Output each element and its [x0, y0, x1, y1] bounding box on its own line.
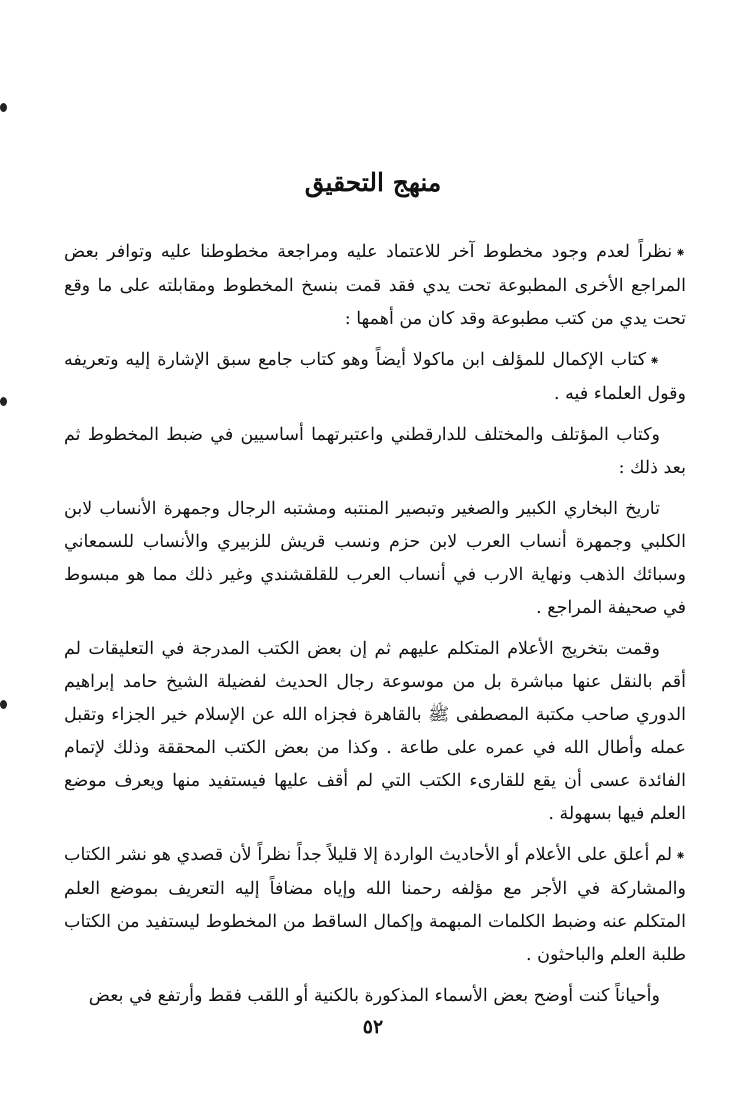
- paragraph: [64, 344, 686, 411]
- paragraph-text: نظراً لعدم وجود مخطوط آخر للاعتماد عليه ومراجعة مخطوطنا عليه وتوافر بعض المراجع الأخرى المطبوعة تحت يدي فقد قمت بنسخ المخطوط ومقابلته على ما وقع تحت يدي من كتب مطبوعة وقد كان من أهمها :: [64, 242, 686, 329]
- bullet-mark: ⁕: [649, 354, 660, 369]
- paragraph-text: وكتاب المؤتلف والمختلف للدارقطني واعتبرتهما أساسيين في ضبط المخطوط ثم بعد ذلك :: [64, 425, 686, 478]
- scan-edge-mark: [0, 397, 7, 406]
- bullet-mark: ⁕: [675, 849, 686, 864]
- paragraph-text: وقمت بتخريج الأعلام المتكلم عليهم ثم إن بعض الكتب المدرجة في التعليقات لم أقم بالنقل عنها مباشرة بل من موسوعة رجال الحديث لفضيلة الشيخ حامد إبراهيم الدوري صاحب مكتبة المصطفى ﷺ بالقاهرة فجزاه الله عن الإسلام خير الجزاء وتقبل عمله وأطال الله في عمره على طاعة . وكذا من بعض الكتب المحققة وذلك لإتمام الفائدة عسى أن يقع للقارىء الكتب التي لم أقف عليها فيستفيد منها ويعرف موضع العلم فيها بسهولة .: [64, 639, 686, 824]
- paragraph-text: وأحياناً كنت أوضح بعض الأسماء المذكورة بالكنية أو اللقب فقط وأرتفع في بعض: [88, 986, 660, 1006]
- paragraph-text: لم أعلق على الأعلام أو الأحاديث الواردة إلا قليلاً جداً نظراً لأن قصدي هو نشر الكتاب والمشاركة في الأجر مع مؤلفه رحمنا الله وإياه مضافاً إليه التعريف بموضع العلم المتكلم عنه وضبط الكلمات المبهمة وإكمال الساقط من المخطوط ليستفيد من الكتاب طلبة العلم والباحثون .: [64, 845, 686, 965]
- paragraph: [64, 839, 686, 972]
- paragraph: [64, 980, 686, 1013]
- page-number: ٥٢: [362, 1016, 384, 1038]
- paragraph-text: تاريخ البخاري الكبير والصغير وتبصير المنتبه ومشتبه الرجال وجمهرة الأنساب لابن الكلبي وجمهرة أنساب العرب لابن حزم ونسب قريش للزبيري والأنساب للسمعاني وسبائك الذهب ونهاية الارب في أنساب العرب للقلقشندي وغير ذلك مما هو مبسوط في صحيفة المراجع .: [64, 499, 686, 618]
- paragraph: [64, 236, 686, 336]
- body-text: [64, 236, 686, 1021]
- paragraph-text: كتاب الإكمال للمؤلف ابن ماكولا أيضاً وهو كتاب جامع سبق الإشارة إليه وتعريفه وقول العلماء فيه .: [64, 350, 686, 404]
- scan-edge-mark: [0, 103, 7, 112]
- paragraph: [64, 633, 686, 831]
- paragraph: [64, 493, 686, 625]
- bullet-mark: ⁕: [675, 246, 686, 261]
- paragraph: [64, 419, 686, 485]
- scan-edge-mark: [0, 700, 7, 709]
- page-title: منهج التحقيق: [304, 168, 442, 197]
